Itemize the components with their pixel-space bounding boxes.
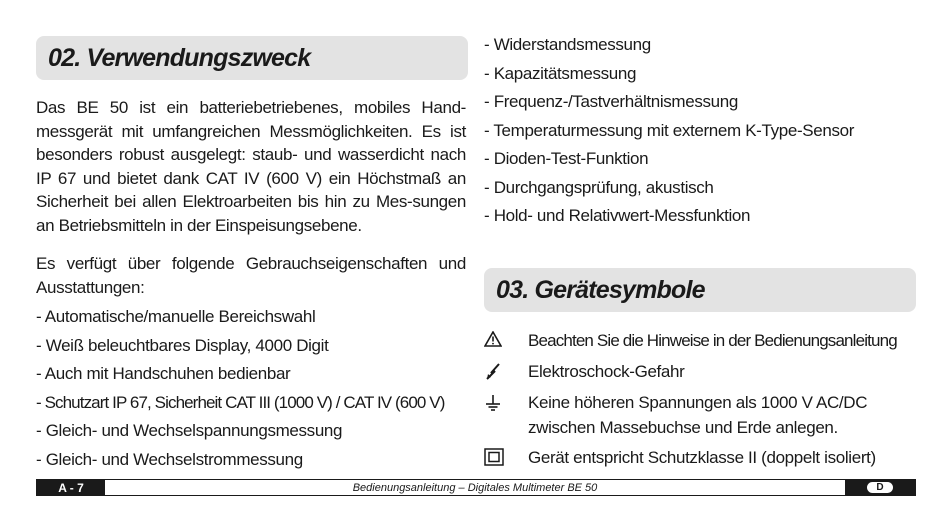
list-item: - Kapazitätsmessung [484,60,916,89]
symbol-row-shock [484,359,916,390]
list-item: - Auch mit Handschuhen bedienbar [36,360,468,389]
language-badge [845,480,915,495]
list-item: - Hold- und Relativwert-Messfunktion [484,202,916,231]
feature-list-left [36,303,468,474]
section-title-purpose: 02. Verwendungszweck [48,43,311,72]
feature-list-right [484,31,916,231]
purpose-paragraph-2: Es verfügt über folgende Gebrauchseigenschaften und Ausstattungen: [36,254,466,297]
purpose-paragraph-1: Das BE 50 ist ein batteriebetriebenes, mobiles Hand-messgerät mit umfangreichen Messmöglichkeiten. Es ist besonders robust ausgelegt: staub- und wasserdicht nach IP 67 und bietet dank CAT IV (600 V) ein Höchstmaß an Sicherheit bei allen Elektroarbeiten bis hin zu Mes-sungen an Betriebsmitteln in der Einspeisungsebene. [36,98,466,235]
list-item: - Widerstandsmessung [484,31,916,60]
list-item: - Dioden-Test-Funktion [484,145,916,174]
symbol-text: Gerät entspricht Schutzklasse II (doppelt isoliert) [528,448,876,467]
section-header-symbols [484,268,916,312]
list-item: - Frequenz-/Tastverhältnismessung [484,88,916,117]
list-item: - Gleich- und Wechselspannungsmessung [36,417,468,446]
list-item: - Gleich- und Wechselstrommessung [36,446,468,475]
symbol-text: Elektroschock-Gefahr [528,362,685,381]
symbol-list [484,328,916,473]
double-insulation-icon [484,445,528,466]
page-footer [36,479,916,496]
footer-title: Bedienungsanleitung – Digitales Multimeter BE 50 [352,481,598,494]
symbol-row-warning [484,328,916,359]
ground-icon [484,390,528,413]
list-item: - Temperaturmessung mit externem K-Type-Sensor [484,117,916,146]
list-item: - Schutzart IP 67, Sicherheit CAT III (1000 V) / CAT IV (600 V) [36,389,468,418]
symbol-row-insulation [484,445,916,473]
list-item: - Durchgangsprüfung, akustisch [484,174,916,203]
symbol-text: Beachten Sie die Hinweise in der Bedienungsanleitung [528,331,897,350]
list-item: - Weiß beleuchtbares Display, 4000 Digit [36,332,468,361]
warning-triangle-icon [484,328,528,347]
symbol-row-ground [484,390,916,445]
section-title-symbols: 03. Gerätesymbole [496,275,705,304]
language-code: D [867,482,893,493]
lightning-icon [484,359,528,380]
list-item: - Automatische/manuelle Bereichswahl [36,303,468,332]
page-number: A - 7 [37,480,105,495]
section-header-purpose [36,36,468,80]
symbol-text: Keine höheren Spannungen als 1000 V AC/DC zwischen Massebuchse und Erde anlegen. [528,393,868,437]
